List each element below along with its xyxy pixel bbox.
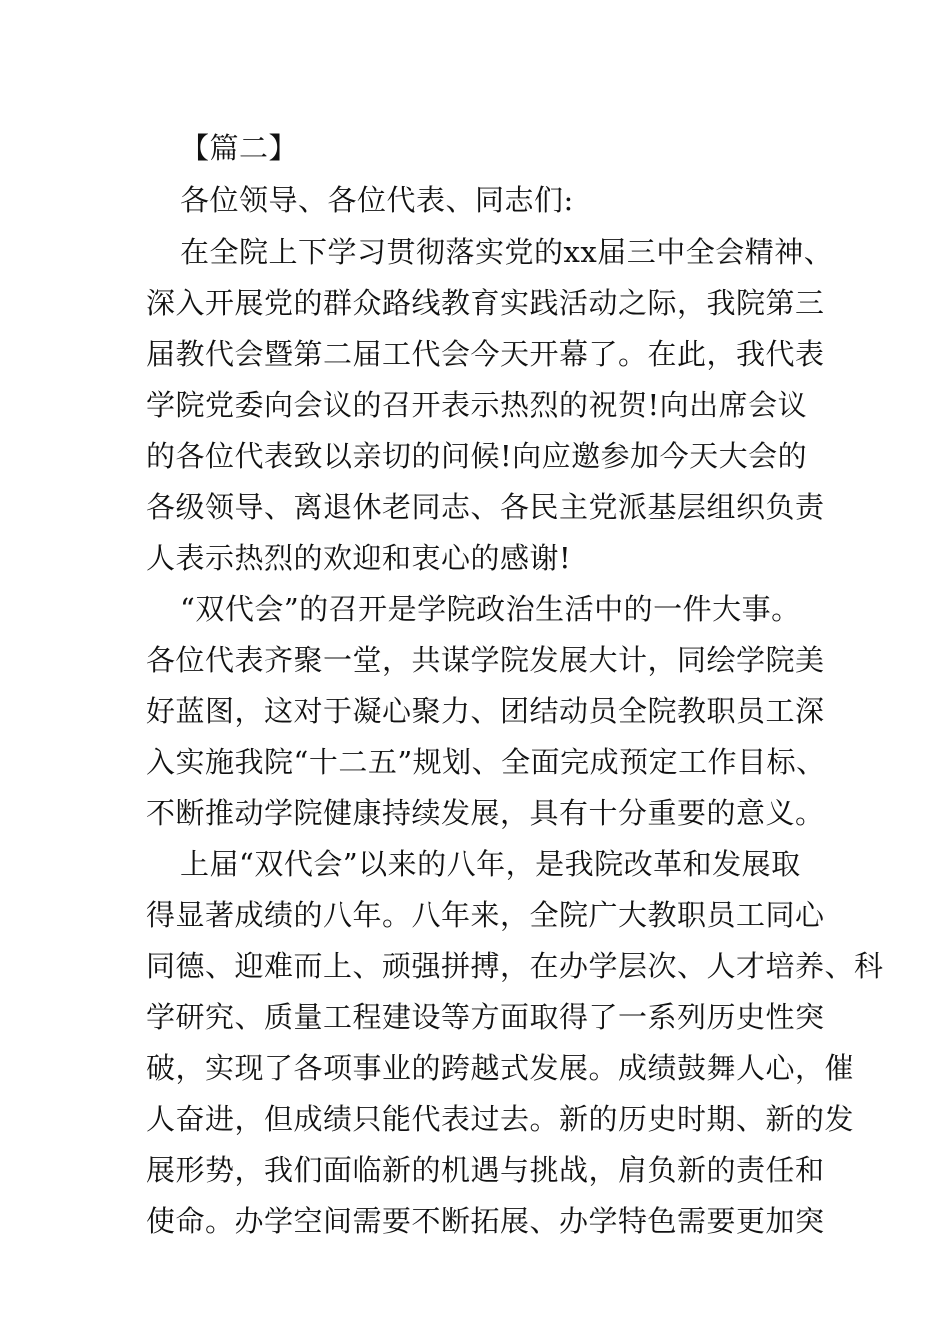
paragraph-line: 人奋进，但成绩只能代表过去。新的历史时期、新的发	[146, 1102, 855, 1136]
salutation: 各位领导、各位代表、同志们:	[180, 183, 574, 217]
section-heading: 【篇二】	[180, 131, 299, 165]
paragraph-line: 入实施我院“十二五”规划、全面完成预定工作目标、	[146, 745, 826, 779]
paragraph-line: 展形势，我们面临新的机遇与挑战，肩负新的责任和	[146, 1153, 825, 1187]
paragraph-line: 的各位代表致以亲切的问候!向应邀参加今天大会的	[146, 439, 808, 473]
paragraph-line: 不断推动学院健康持续发展，具有十分重要的意义。	[146, 796, 825, 830]
paragraph-line: 各级领导、离退休老同志、各民主党派基层组织负责	[146, 490, 825, 524]
paragraph-line: 学研究、质量工程建设等方面取得了一系列历史性突	[146, 1000, 825, 1034]
paragraph-line: 好蓝图，这对于凝心聚力、团结动员全院教职员工深	[146, 694, 825, 728]
paragraph-line: 在全院上下学习贯彻落实党的xx届三中全会精神、	[180, 235, 834, 269]
paragraph-line: “双代会”的召开是学院政治生活中的一件大事。	[180, 592, 801, 626]
paragraph-line: 得显著成绩的八年。八年来，全院广大教职员工同心	[146, 898, 825, 932]
paragraph-line: 使命。办学空间需要不断拓展、办学特色需要更加突	[146, 1204, 825, 1238]
paragraph-line: 人表示热烈的欢迎和衷心的感谢!	[146, 541, 572, 575]
paragraph-line: 同德、迎难而上、顽强拼搏，在办学层次、人才培养、科	[146, 949, 884, 983]
paragraph-line: 深入开展党的群众路线教育实践活动之际，我院第三	[146, 286, 825, 320]
paragraph-line: 破，实现了各项事业的跨越式发展。成绩鼓舞人心，催	[146, 1051, 855, 1085]
paragraph-line: 届教代会暨第二届工代会今天开幕了。在此，我代表	[146, 337, 825, 371]
paragraph-line: 上届“双代会”以来的八年，是我院改革和发展取	[180, 847, 801, 881]
paragraph-line: 各位代表齐聚一堂，共谋学院发展大计，同绘学院美	[146, 643, 825, 677]
paragraph-line: 学院党委向会议的召开表示热烈的祝贺!向出席会议	[146, 388, 808, 422]
